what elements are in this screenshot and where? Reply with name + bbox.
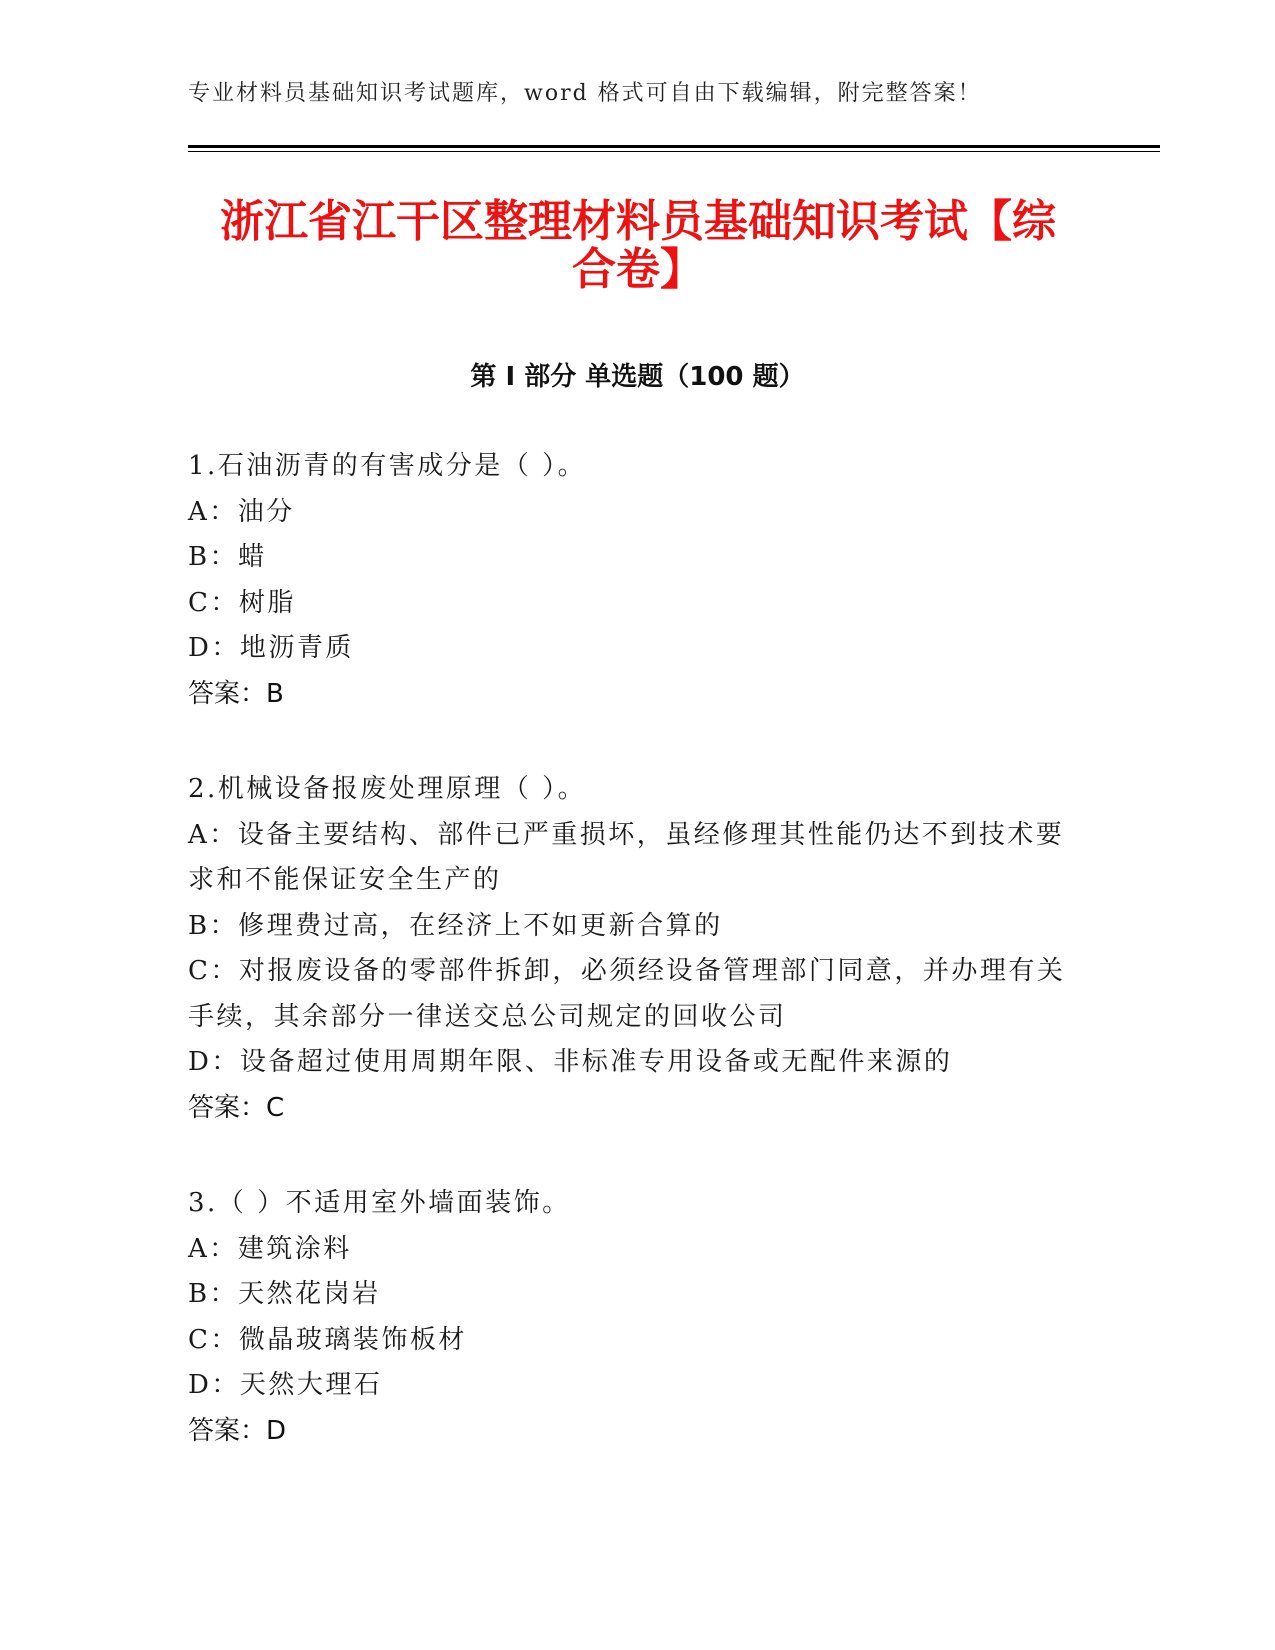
answer: 答案：D xyxy=(188,1415,287,1446)
question-stem: 3.（ ）不适用室外墙面装饰。 xyxy=(188,1188,571,1218)
option-a-continued: 求和不能保证安全生产的 xyxy=(188,865,502,895)
option-b: B：蜡 xyxy=(188,542,267,572)
document-title-line-1: 浙江省江干区整理材料员基础知识考试【综 xyxy=(220,196,1056,247)
header-note: 专业材料员基础知识考试题库，word 格式可自由下载编辑，附完整答案！ xyxy=(188,81,982,106)
header-rule-thick xyxy=(188,145,1160,148)
question-1 xyxy=(188,444,1088,717)
question-stem: 2.机械设备报废处理原理（ ）。 xyxy=(188,774,587,804)
option-b: B：天然花岗岩 xyxy=(188,1279,381,1309)
question-2 xyxy=(188,767,1088,1131)
header-rule-thin xyxy=(188,151,1160,152)
option-c: C：微晶玻璃装饰板材 xyxy=(188,1324,467,1355)
question-stem: 1.石油沥青的有害成分是（ ）。 xyxy=(188,451,587,481)
document-title-line-2: 合卷】 xyxy=(572,244,704,295)
answer: 答案：B xyxy=(188,678,284,709)
question-list xyxy=(188,444,1088,1504)
option-c: C：树脂 xyxy=(188,587,296,618)
option-c-continued: 手续，其余部分一律送交总公司规定的回收公司 xyxy=(188,1001,787,1032)
option-a: A：油分 xyxy=(188,496,295,527)
answer: 答案：C xyxy=(188,1092,285,1123)
option-a: A：建筑涂料 xyxy=(188,1233,352,1264)
option-c: C：对报废设备的零部件拆卸，必须经设备管理部门同意，并办理有关 xyxy=(188,956,1066,986)
option-b: B：修理费过高，在经济上不如更新合算的 xyxy=(188,910,723,941)
option-a: A：设备主要结构、部件已严重损坏，虽经修理其性能仍达不到技术要 xyxy=(188,819,1065,850)
option-d: D：设备超过使用周期年限、非标准专用设备或无配件来源的 xyxy=(188,1047,953,1077)
document-title xyxy=(188,198,1088,294)
question-3 xyxy=(188,1181,1088,1454)
option-d: D：天然大理石 xyxy=(188,1370,383,1400)
option-d: D：地沥青质 xyxy=(188,633,354,663)
section-title: 第 I 部分 单选题（100 题） xyxy=(470,362,805,392)
